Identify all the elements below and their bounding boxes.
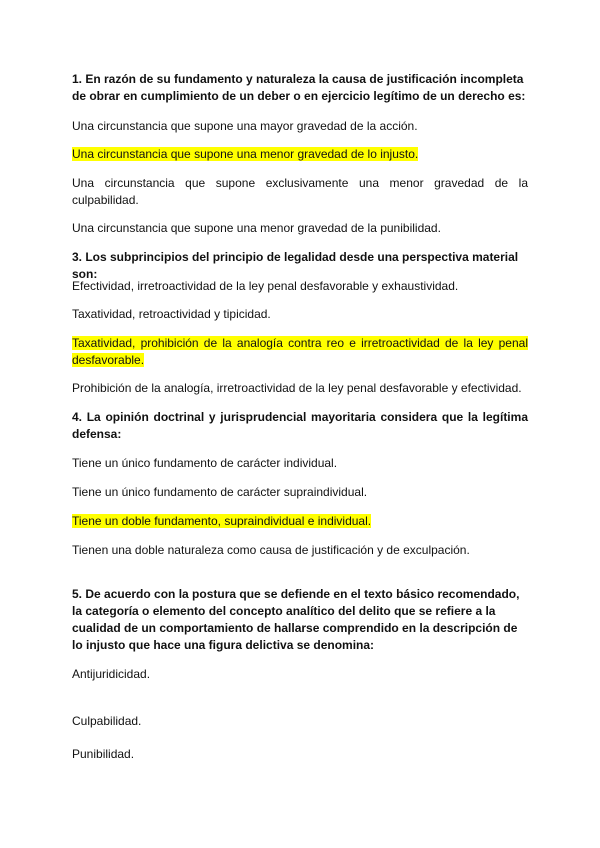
question-3-option-4: Prohibición de la analogía, irretroactividad de la ley penal desfavorable y efectividad. bbox=[72, 381, 522, 395]
question-1-option-3: Una circunstancia que supone exclusivamente una menor gravedad de la culpabilidad. bbox=[72, 176, 528, 207]
question-4-option-1: Tiene un único fundamento de carácter individual. bbox=[72, 456, 338, 470]
question-5-option-2: Culpabilidad. bbox=[72, 714, 142, 728]
question-5-option-1: Antijuridicidad. bbox=[72, 667, 151, 681]
question-5-text: 5. De acuerdo con la postura que se defiende en el texto básico recomendado, la categoría o elemento del concepto analítico del delito que se refiere a la cualidad de un comportamiento de hallarse comprendido en la descripción de lo injusto que hace una figura delictiva se denomina: bbox=[72, 587, 520, 652]
highlighted-answer: Taxatividad, prohibición de la analogía contra reo e irretroactividad de la ley penal desfavorable. bbox=[72, 336, 528, 367]
question-3-option-1: Efectividad, irretroactividad de la ley penal desfavorable y exhaustividad. bbox=[72, 279, 459, 293]
question-5-option-3: Punibilidad. bbox=[72, 747, 135, 761]
question-3-option-2: Taxatividad, retroactividad y tipicidad. bbox=[72, 307, 271, 321]
question-4-option-4: Tienen una doble naturaleza como causa de justificación y de exculpación. bbox=[72, 543, 470, 557]
question-1-option-1: Una circunstancia que supone una mayor gravedad de la acción. bbox=[72, 119, 418, 133]
highlighted-answer: Tiene un doble fundamento, supraindividual e individual. bbox=[72, 514, 372, 528]
question-3-option-3 bbox=[72, 335, 528, 369]
question-4-text: 4. La opinión doctrinal y jurisprudencial mayoritaria considera que la legítima defensa: bbox=[72, 410, 528, 441]
highlighted-answer: Una circunstancia que supone una menor gravedad de lo injusto. bbox=[72, 147, 419, 161]
question-4-option-2: Tiene un único fundamento de carácter supraindividual. bbox=[72, 485, 368, 499]
question-4-option-3 bbox=[72, 513, 528, 530]
question-1-option-4: Una circunstancia que supone una menor gravedad de la punibilidad. bbox=[72, 221, 441, 235]
question-3-text: 3. Los subprincipios del principio de legalidad desde una perspectiva material son: bbox=[72, 250, 519, 281]
question-1-option-2 bbox=[72, 146, 528, 163]
question-1-text: 1. En razón de su fundamento y naturaleza la causa de justificación incompleta de obrar en cumplimiento de un deber o en ejercicio legítimo de un derecho es: bbox=[72, 72, 526, 103]
